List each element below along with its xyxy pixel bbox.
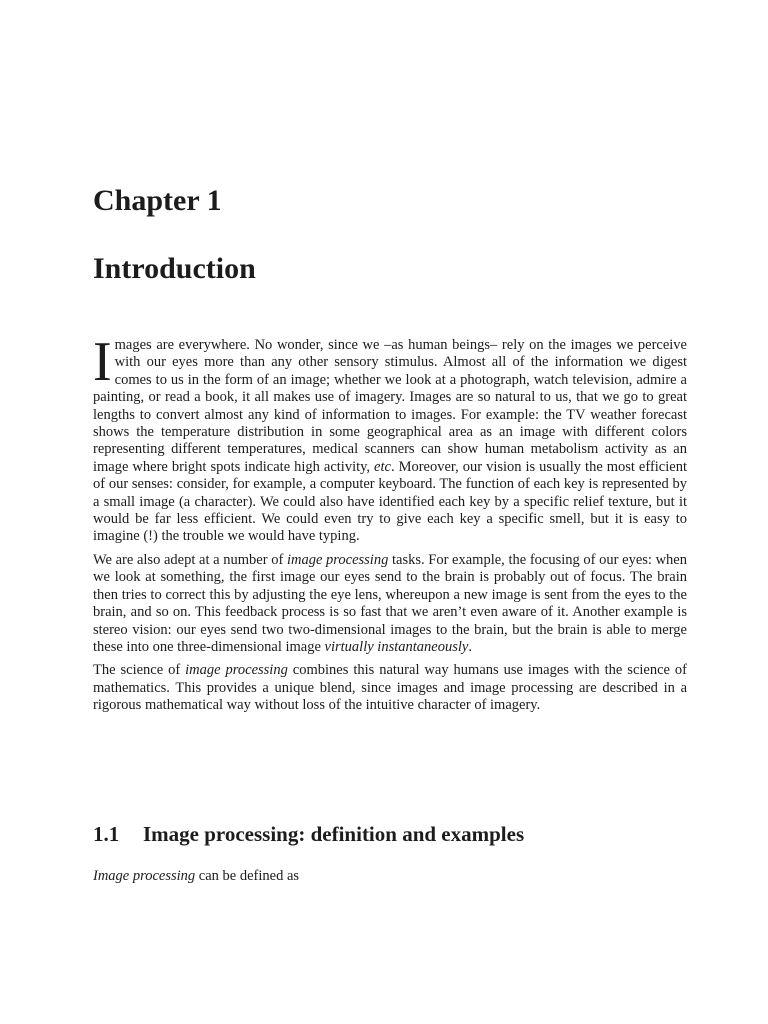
definition-term: Image processing xyxy=(93,868,196,884)
paragraph-3 xyxy=(93,662,687,714)
definition-line xyxy=(93,868,299,885)
section-heading xyxy=(93,820,524,848)
chapter-title: Introduction xyxy=(93,252,256,285)
paragraph-2-text-a: We are also adept at a number of xyxy=(93,551,287,568)
chapter-label: Chapter 1 xyxy=(93,184,222,217)
paragraph-1-emphasis: etc xyxy=(374,458,391,475)
paragraph-2-text-b: tasks. For example, the focusing of our eyes: when we look at something, the first image our eyes send to the brain is probably out of focus. The brain then tries to correct this by adjusting the eye lens, whereupon a new image is sent from the eyes to the brain, and so on. This feedback process is so fast that we aren’t even aware of it. Another example is stereo vision: our eyes send two two-dimensional images to the brain, but the brain is able to merge these into one three-dimensional image xyxy=(93,551,687,655)
section-number: 1.1 xyxy=(93,822,120,846)
drop-cap: I xyxy=(93,331,112,393)
body-text xyxy=(93,331,687,721)
paragraph-3-text-b: combines this natural way humans use images with the science of mathematics. This provides a unique blend, since images and image processing are described in a rigorous mathematical way without loss of the intuitive character of imagery. xyxy=(93,662,687,714)
paragraph-2-emphasis-2: virtually instantaneously xyxy=(324,638,469,655)
paragraph-2-text-c: . xyxy=(468,638,472,655)
paragraph-3-text-a: The science of xyxy=(93,662,186,679)
paragraph-2-emphasis-1: image processing xyxy=(286,551,389,568)
paragraph-1-text-b: . Moreover, our vision is usually the most efficient of our senses: consider, for example, a computer keyboard. The function of each key is represented by a small image (a character). We could also have identified each key by a specific relief texture, but it would be far less efficient. We could even try to give each key a specific smell, but it is easy to imagine (!) the trouble we would have typing. xyxy=(93,458,687,545)
paragraph-1 xyxy=(93,331,687,546)
paragraph-1-text-a: mages are everywhere. No wonder, since we –as human beings– rely on the images we perceive with our eyes more than any other sensory stimulus. Almost all of the information we digest comes to us in the form of an image; whether we look at a photograph, watch television, admire a painting, or read a book, it all makes use of imagery. Images are so natural to us, that we go to great lengths to convert almost any kind of information to images. For example: the TV weather forecast shows the temperature distribution in some geographical area as an image with different colors representing different temperatures, medical scanners can show human metabolism activity as an image where bright spots indicate high activity, xyxy=(93,337,687,475)
section-title: Image processing: definition and examples xyxy=(143,822,525,846)
paragraph-2 xyxy=(93,552,687,656)
definition-text: can be defined as xyxy=(195,868,300,884)
paragraph-3-emphasis: image processing xyxy=(185,662,288,679)
